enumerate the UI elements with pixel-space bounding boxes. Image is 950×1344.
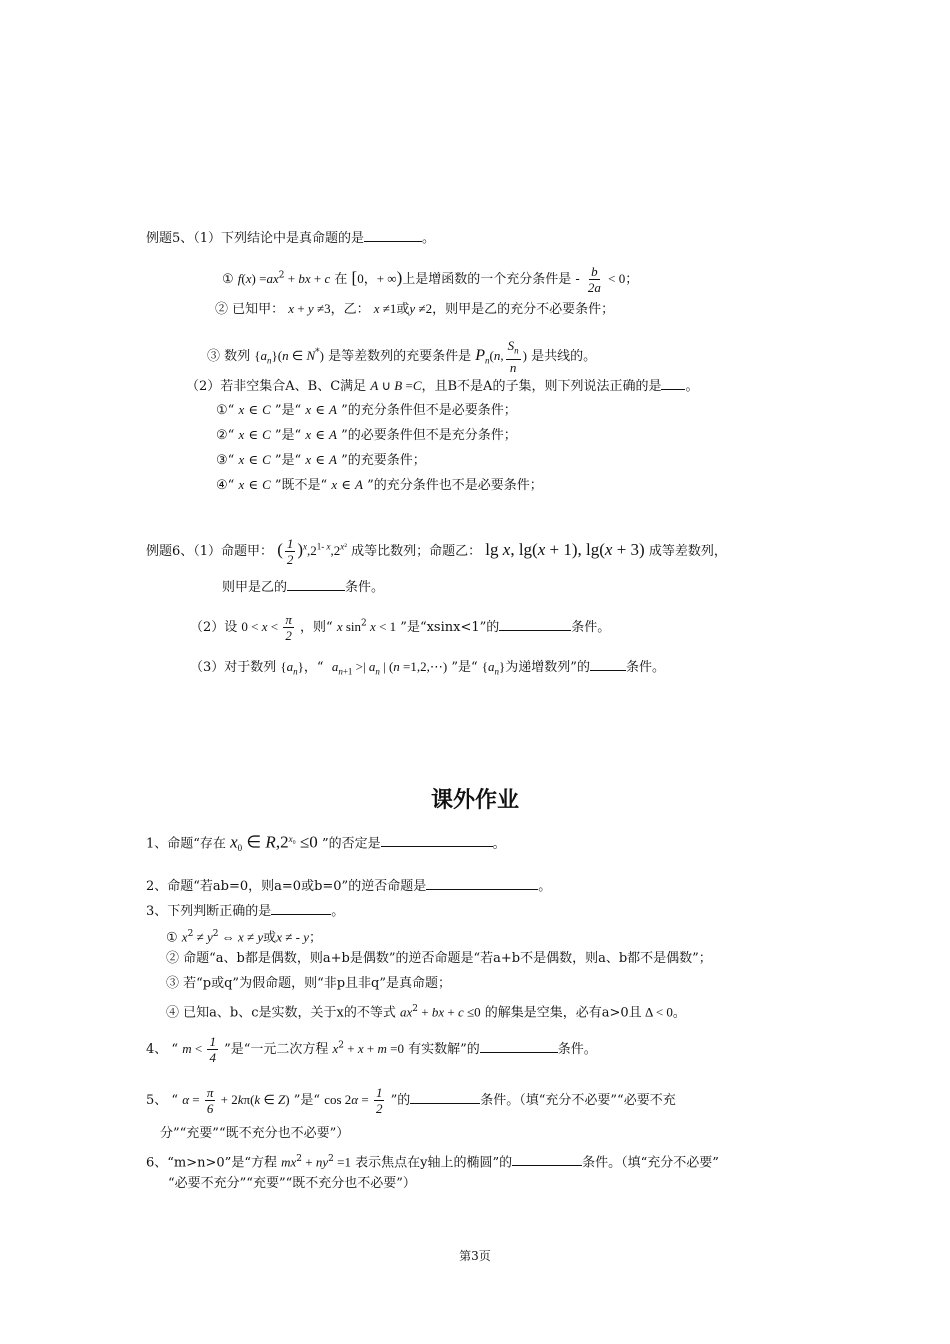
ex5-q2-a: （2）若非空集合A、B、C满足	[186, 379, 367, 394]
ex6-q3-e: 条件。	[625, 660, 665, 675]
answer-blank[interactable]	[426, 876, 538, 890]
hw-2: 2、命题“若ab=0，则a=0或b=0”的逆否命题是 。	[146, 876, 551, 896]
ex6-q1-cont	[222, 577, 384, 597]
hw-6-cont	[168, 1175, 416, 1193]
ex5-opt3: ③“ x ∈ C ”是“ x ∈ A ”的充要条件；	[216, 452, 426, 468]
hw-3-4-b: 的解集是空集，必有a>0且	[484, 1005, 642, 1021]
ex5-q2-b: ，且B不是A的子集，则下列说法正确的是	[421, 379, 662, 394]
hw-4-a: 4、 “	[146, 1042, 179, 1057]
ex5-item2-c: ，则甲是乙的充分不必要条件；	[432, 302, 615, 317]
ex5-item3-b: 是等差数列的充要条件是	[328, 348, 472, 364]
hw-3-1: ① $x^2 \ne y^2$ ⇔ x ≠ y或x ≠ - y；	[166, 929, 322, 946]
ex5-item2-b: ，乙：	[330, 302, 370, 317]
ex5-item3-a: ③ 数列	[207, 348, 251, 364]
ex6-q1-b: 成等比数列；命题乙：	[351, 544, 482, 559]
hw-5-a: 5、 “	[146, 1093, 179, 1108]
hw-5-cont	[160, 1125, 349, 1143]
ex6-q1: 例题6、（1）命题甲： ( $\frac{1}{2}$ )$^x,2^{1- x},2^{x^2}$ 成等比数列；命题乙： lg x, lg(x + 1), lg(x + 3) 成等差数列，	[146, 536, 727, 567]
hw-3-2-text: ② 命题“a、b都是偶数，则a+b是偶数”的逆否命题是“若a+b不是偶数，则a、b都不是偶数”；	[166, 951, 712, 966]
ex5-item3-c: 是共线的。	[531, 348, 597, 364]
ex6-q2-b: ，则“	[300, 620, 333, 635]
ex6-q3-d: 为递增数列”的	[505, 660, 590, 675]
ex5-item1-text2: 上是增函数的一个充分条件是 -	[402, 272, 580, 287]
ex5-q2: （2）若非空集合A、B、C满足 A ∪ B =C，且B不是A的子集，则下列说法正确的是 。	[186, 378, 699, 394]
ex5-item2-a: ② 已知甲：	[215, 302, 285, 317]
hw-6-d: “必要不充分”“充要”“既不充分也不必要”）	[168, 1176, 416, 1191]
fraction: $\frac{1}{4}$	[209, 1034, 216, 1065]
answer-blank[interactable]	[499, 617, 571, 631]
hw-1-a: 1、命题“存在	[146, 836, 226, 852]
hw-4-b: ”是“一元二次方程	[224, 1042, 329, 1057]
hw-6: 6、“m>n>0”是“方程 $mx^2 + ny^2 =1$ 表示焦点在y轴上的椭圆”的 条件。（填“充分不必要”	[146, 1154, 719, 1171]
ex5-q1: 例题5、（1）下列结论中是真命题的是 。	[146, 228, 435, 248]
fraction: $\frac{\pi}{6}$	[206, 1085, 214, 1116]
hw-5-b: ”是“	[293, 1093, 321, 1108]
ex6-q3-c: ”是“	[451, 660, 478, 675]
hw-3-4: ④ 已知a、b、c是实数，关于x的不等式 $ax^2$ + bx + c ≤0 的解集是空集，必有a>0且 Δ < 0。	[166, 1004, 686, 1021]
hw-5-d: 条件。（填“充分不必要”“必要不充	[480, 1093, 676, 1108]
hw-4: 4、 “ m < $\frac{1}{4}$ ”是“一元二次方程 $x^2 + x + m =0$ 有实数解”的 条件。	[146, 1034, 597, 1065]
ex5-item3: ③ 数列 $\{a_n\}(n$ ∈ N*) 是等差数列的充要条件是 $P_n(n$, $\frac{S_n}{n}$ ) 是共线的。	[207, 338, 597, 375]
hw-6-b: 表示焦点在y轴上的椭圆”的	[355, 1155, 513, 1171]
hw-3-4-a: ④ 已知a、b、c是实数，关于x的不等式	[166, 1005, 396, 1021]
answer-blank[interactable]	[590, 657, 626, 671]
ex5-opt1: ①“ x ∈ C ”是“ x ∈ A ”的充分条件但不是必要条件；	[216, 402, 517, 418]
fraction: $\frac{1}{2}$	[375, 1085, 383, 1116]
hw-3: 3、下列判断正确的是 。	[146, 901, 344, 921]
ex6-q2-d: 条件。	[571, 620, 611, 635]
hw-1-b: ”的否定是	[321, 836, 381, 852]
answer-blank[interactable]	[364, 228, 422, 242]
hw-5-e: 分”“充要”“既不充分也不必要”）	[160, 1126, 350, 1141]
hw-2-text: 2、命题“若ab=0，则a=0或b=0”的逆否命题是	[146, 879, 427, 894]
hw-6-c: 条件。（填“充分不必要”	[582, 1155, 719, 1171]
answer-blank[interactable]	[381, 833, 493, 847]
ex6-q3-a: （3）对于数列	[190, 660, 277, 675]
hw-3-text: 3、下列判断正确的是	[146, 904, 272, 919]
ex5-opt1-text: 的充分条件但不是必要条件；	[347, 403, 517, 418]
hw-4-c: 有实数解”的	[408, 1042, 480, 1057]
ex6-q1-a: 例题6、（1）命题甲：	[146, 544, 274, 559]
page-number: 第3页	[459, 1249, 491, 1263]
ex5-item2: ② 已知甲： x + y ≠3，乙： x ≠1或y ≠2，则甲是乙的充分不必要条件；	[215, 301, 615, 317]
fraction: $\frac{1}{2}$	[286, 536, 294, 567]
ex5-item1: ① $f(x) =ax^2$ + bx + c 在 [0，+ ∞)上是增函数的一个充分条件是 - $\frac{b}{2a}$ < 0；	[222, 264, 639, 295]
hw-4-d: 条件。	[557, 1042, 597, 1057]
hw-3-1-text: ；	[308, 930, 322, 946]
hw-3-2	[166, 950, 712, 968]
ex6-q1-c: 成等差数列，	[648, 544, 727, 559]
ex5-opt2: ②“ x ∈ C ”是“ x ∈ A ”的必要条件但不是充分条件；	[216, 427, 517, 443]
answer-blank[interactable]	[287, 577, 345, 591]
ex5-q1-text: 例题5、（1）下列结论中是真命题的是	[146, 231, 365, 246]
fraction: $\frac{\pi}{2}$	[285, 612, 292, 643]
answer-blank[interactable]	[410, 1090, 480, 1104]
hw-6-a: 6、“m>n>0”是“方程	[146, 1155, 277, 1171]
ex6-q3-b: ，“	[303, 660, 324, 675]
answer-blank[interactable]	[512, 1152, 582, 1166]
hw-3-3	[166, 975, 451, 993]
ex5-opt4: ④“ x ∈ C ”既不是“ x ∈ A ”的充分条件也不是必要条件；	[216, 477, 543, 493]
answer-blank[interactable]	[661, 376, 685, 390]
ex5-opt4-text: 的充分条件也不是必要条件；	[373, 478, 543, 493]
ex6-q3: （3）对于数列 $\{a_n\}$，“ $a_{n+1}$ >| $a_n$ | (n =1,2,⋯) ”是“ $\{a_n\}$为递增数列”的 条件。	[190, 659, 665, 677]
ex6-q1-d: 则甲是乙的	[222, 580, 288, 595]
hw-1: 1、命题“存在 $x_0$ ∈ $R,2^{x_0} \le 0$ ”的否定是 。	[146, 832, 506, 853]
ex6-q2-c: ”是“xsinx<1”的	[400, 620, 500, 635]
ex6-q2: （2）设 0 < x < $\frac{\pi}{2}$ ，则“ x $\sin^2 x < 1$ ”是“xsinx<1”的 条件。	[190, 612, 611, 643]
ex6-q1-e: 条件。	[345, 580, 385, 595]
hw-5: 5、 “ α = $\frac{\pi}{6}$ + 2kπ(k ∈ Z) ”是“ cos 2α = $\frac{1}{2}$ ”的 条件。（填“充分不必要”“必要不充	[146, 1085, 676, 1116]
answer-blank[interactable]	[480, 1039, 558, 1053]
fraction: $\frac{b}{2a}$	[587, 264, 601, 295]
ex5-item1-text: 在	[334, 272, 348, 287]
fraction: $\frac{S_n}{n}$	[507, 338, 519, 375]
hw-5-c: ”的	[390, 1093, 411, 1108]
ex5-opt3-text: 的充要条件；	[347, 453, 426, 468]
hw-3-3-text: ③ 若“p或q”为假命题，则“非p且非q”是真命题；	[166, 976, 452, 991]
ex5-opt2-text: 的必要条件但不是充分条件；	[347, 428, 517, 443]
ex6-q2-a: （2）设	[190, 620, 238, 635]
answer-blank[interactable]	[271, 901, 331, 915]
section-title: 课外作业	[430, 788, 519, 813]
